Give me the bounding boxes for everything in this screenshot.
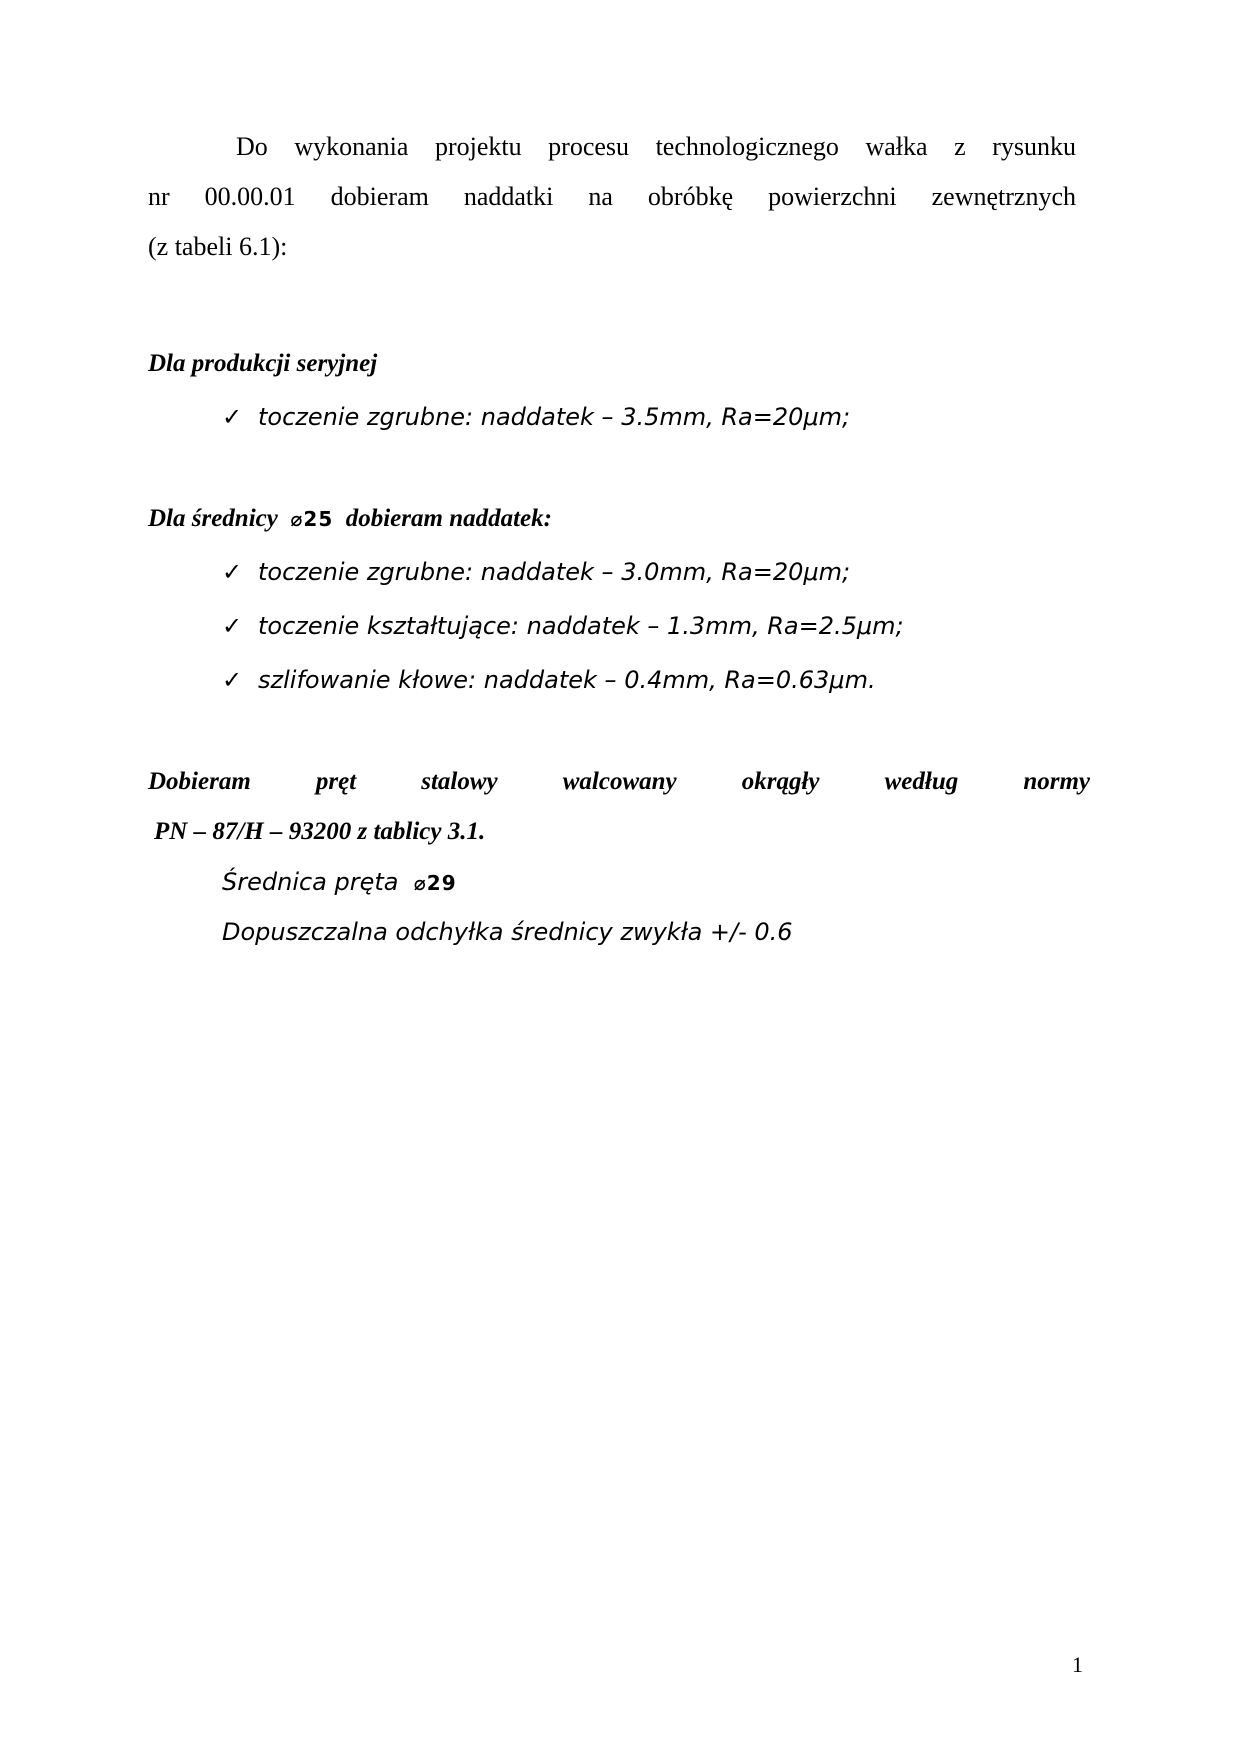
page-number: 1 bbox=[1072, 1652, 1083, 1677]
check-icon: ✓ bbox=[222, 612, 243, 640]
check-icon: ✓ bbox=[222, 558, 243, 586]
bar-word: według bbox=[884, 768, 959, 795]
diameter-29-symbol: ⌀29 bbox=[413, 871, 457, 895]
heading-diameter-post: dobieram naddatek: bbox=[345, 505, 552, 532]
list-item-text: szlifowanie kłowe: naddatek – 0.4mm, Ra=0.63μm. bbox=[258, 666, 876, 694]
intro-line-1: Do wykonania projektu procesu technologicznego wałka z rysunku bbox=[236, 132, 1076, 161]
bar-word: normy bbox=[1023, 768, 1091, 795]
list-item bbox=[222, 403, 850, 431]
list-item-text: toczenie zgrubne: naddatek – 3.5mm, Ra=20μm; bbox=[258, 403, 851, 431]
bar-selection-line-2: PN – 87/H – 93200 z tablicy 3.1. bbox=[154, 818, 486, 845]
diameter-25-symbol: ⌀25 bbox=[290, 507, 334, 531]
bar-selection-line-1 bbox=[148, 768, 1090, 796]
heading-diameter bbox=[148, 505, 552, 533]
bar-word: okrągły bbox=[741, 768, 820, 795]
bar-word: walcowany bbox=[562, 768, 677, 795]
bar-diameter bbox=[222, 868, 457, 896]
heading-diameter-pre: Dla średnicy bbox=[148, 505, 278, 532]
bar-word: Dobieram bbox=[148, 768, 251, 795]
heading-serial-production: Dla produkcji seryjnej bbox=[148, 350, 378, 377]
list-item bbox=[222, 666, 876, 694]
bar-word: pręt bbox=[315, 768, 357, 795]
list-item-text: toczenie zgrubne: naddatek – 3.0mm, Ra=20μm; bbox=[258, 558, 851, 586]
bar-diameter-label: Średnica pręta bbox=[222, 868, 399, 896]
check-icon: ✓ bbox=[222, 666, 243, 694]
bar-tolerance: Dopuszczalna odchyłka średnicy zwykła +/- 0.6 bbox=[222, 918, 793, 946]
intro-line-2: nr 00.00.01 dobieram naddatki na obróbkę powierzchni zewnętrznych bbox=[148, 182, 1076, 211]
check-icon: ✓ bbox=[222, 403, 243, 431]
list-item bbox=[222, 612, 904, 640]
list-item-text: toczenie kształtujące: naddatek – 1.3mm, Ra=2.5μm; bbox=[258, 612, 904, 640]
list-item bbox=[222, 558, 850, 586]
intro-line-3: (z tabeli 6.1): bbox=[148, 232, 288, 261]
intro-paragraph bbox=[148, 122, 1076, 272]
bar-word: stalowy bbox=[421, 768, 498, 795]
